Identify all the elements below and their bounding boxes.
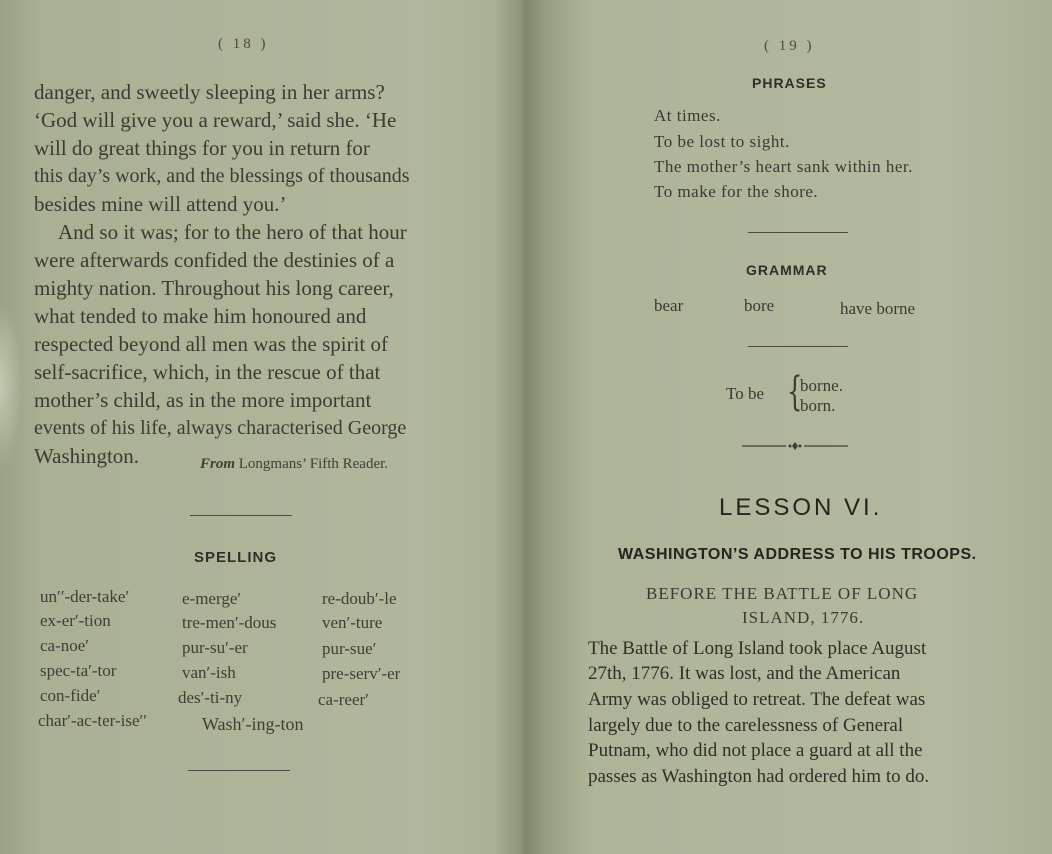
text-line: Washington. (34, 444, 140, 468)
brace-symbol: { (787, 369, 803, 415)
body-line: 27th, 1776. It was lost, and the American (588, 663, 901, 684)
grammar-heading: GRAMMAR (746, 262, 828, 278)
phrases-heading: PHRASES (752, 75, 827, 91)
spelling-word: un′′-der-take′ (40, 587, 130, 606)
ornament-divider (742, 436, 848, 456)
phrase-line: At times. (654, 106, 721, 125)
text-line: were afterwards confided the destinies of a (34, 248, 395, 272)
spelling-word: ca-noe′ (40, 636, 90, 655)
lesson-subtitle: WASHINGTON’S ADDRESS TO HIS TROOPS. (618, 546, 977, 563)
spelling-word: Wash′-ing-ton (202, 714, 304, 734)
phrase-line: To be lost to sight. (654, 132, 790, 151)
phrase-line: To make for the shore. (654, 182, 819, 201)
body-line: passes as Washington had ordered him to do. (588, 766, 930, 787)
text-line: self-sacrifice, which, in the rescue of that (34, 360, 381, 384)
spelling-word: e-merge′ (182, 589, 242, 608)
text-line: And so it was; for to the hero of that hour (58, 220, 407, 244)
spelling-word: van′-ish (182, 663, 236, 682)
attribution (200, 456, 388, 473)
lesson-title: LESSON VI. (719, 494, 883, 521)
page-smudge (0, 300, 22, 470)
spelling-word: ca-reer′ (318, 690, 369, 709)
text-line: what tended to make him honoured and (34, 304, 367, 328)
body-line: Army was obliged to retreat. The defeat was (588, 689, 926, 710)
text-line: respected beyond all men was the spirit of (34, 332, 388, 356)
body-line: largely due to the carelessness of General (588, 715, 904, 736)
spelling-word: ven′-ture (322, 613, 383, 632)
body-line: The Battle of Long Island took place August (588, 638, 927, 659)
grammar-form: bear (654, 296, 684, 315)
page-number: ( 18 ) (218, 36, 269, 52)
spelling-word: tre-men′-dous (182, 613, 277, 632)
page-number: ( 19 ) (764, 38, 815, 54)
text-line: events of his life, always characterised George (34, 417, 407, 439)
spelling-word: con-fide′ (40, 686, 101, 705)
divider-rule (190, 515, 292, 516)
spelling-word: char′-ac-ter-ise′′ (38, 711, 147, 730)
attribution-from: From (200, 456, 236, 472)
text-line: mother’s child, as in the more important (34, 388, 372, 412)
spelling-word: pur-su′-er (182, 638, 248, 657)
grammar-form: have borne (840, 299, 916, 318)
left-page (0, 0, 510, 854)
spelling-word: ex-er′-tion (40, 611, 111, 630)
divider-rule (748, 232, 848, 233)
to-be-label: To be (726, 384, 764, 403)
spelling-heading: SPELLING (194, 549, 278, 566)
divider-rule (748, 346, 848, 347)
text-line: this day’s work, and the blessings of thousands (34, 165, 410, 187)
text-line: mighty nation. Throughout his long career, (34, 276, 394, 300)
spelling-word: pur-sue′ (322, 639, 377, 658)
spelling-word: pre-serv′-er (322, 664, 401, 683)
phrase-line: The mother’s heart sank within her. (654, 157, 913, 176)
right-page (520, 0, 1052, 854)
attribution-source: Longmans’ Fifth Reader. (238, 456, 389, 472)
text-line: will do great things for you in return for (34, 136, 370, 160)
body-line: Putnam, who did not place a guard at all the (588, 740, 923, 761)
to-be-form: borne. (800, 376, 843, 395)
text-line: ‘God will give you a reward,’ said she. ‘He (34, 108, 397, 132)
spelling-word: spec-ta′-tor (40, 661, 117, 680)
lesson-subtitle-line: ISLAND, 1776. (742, 608, 865, 627)
grammar-form: bore (744, 296, 775, 315)
text-line: besides mine will attend you.’ (34, 192, 287, 216)
spelling-word: des′-ti-ny (178, 688, 243, 707)
to-be-form: born. (800, 396, 836, 415)
lesson-subtitle-line: BEFORE THE BATTLE OF LONG (646, 584, 919, 603)
spelling-word: re-doub′-le (322, 589, 397, 608)
divider-rule (188, 770, 290, 771)
text-line: danger, and sweetly sleeping in her arms? (34, 80, 385, 104)
